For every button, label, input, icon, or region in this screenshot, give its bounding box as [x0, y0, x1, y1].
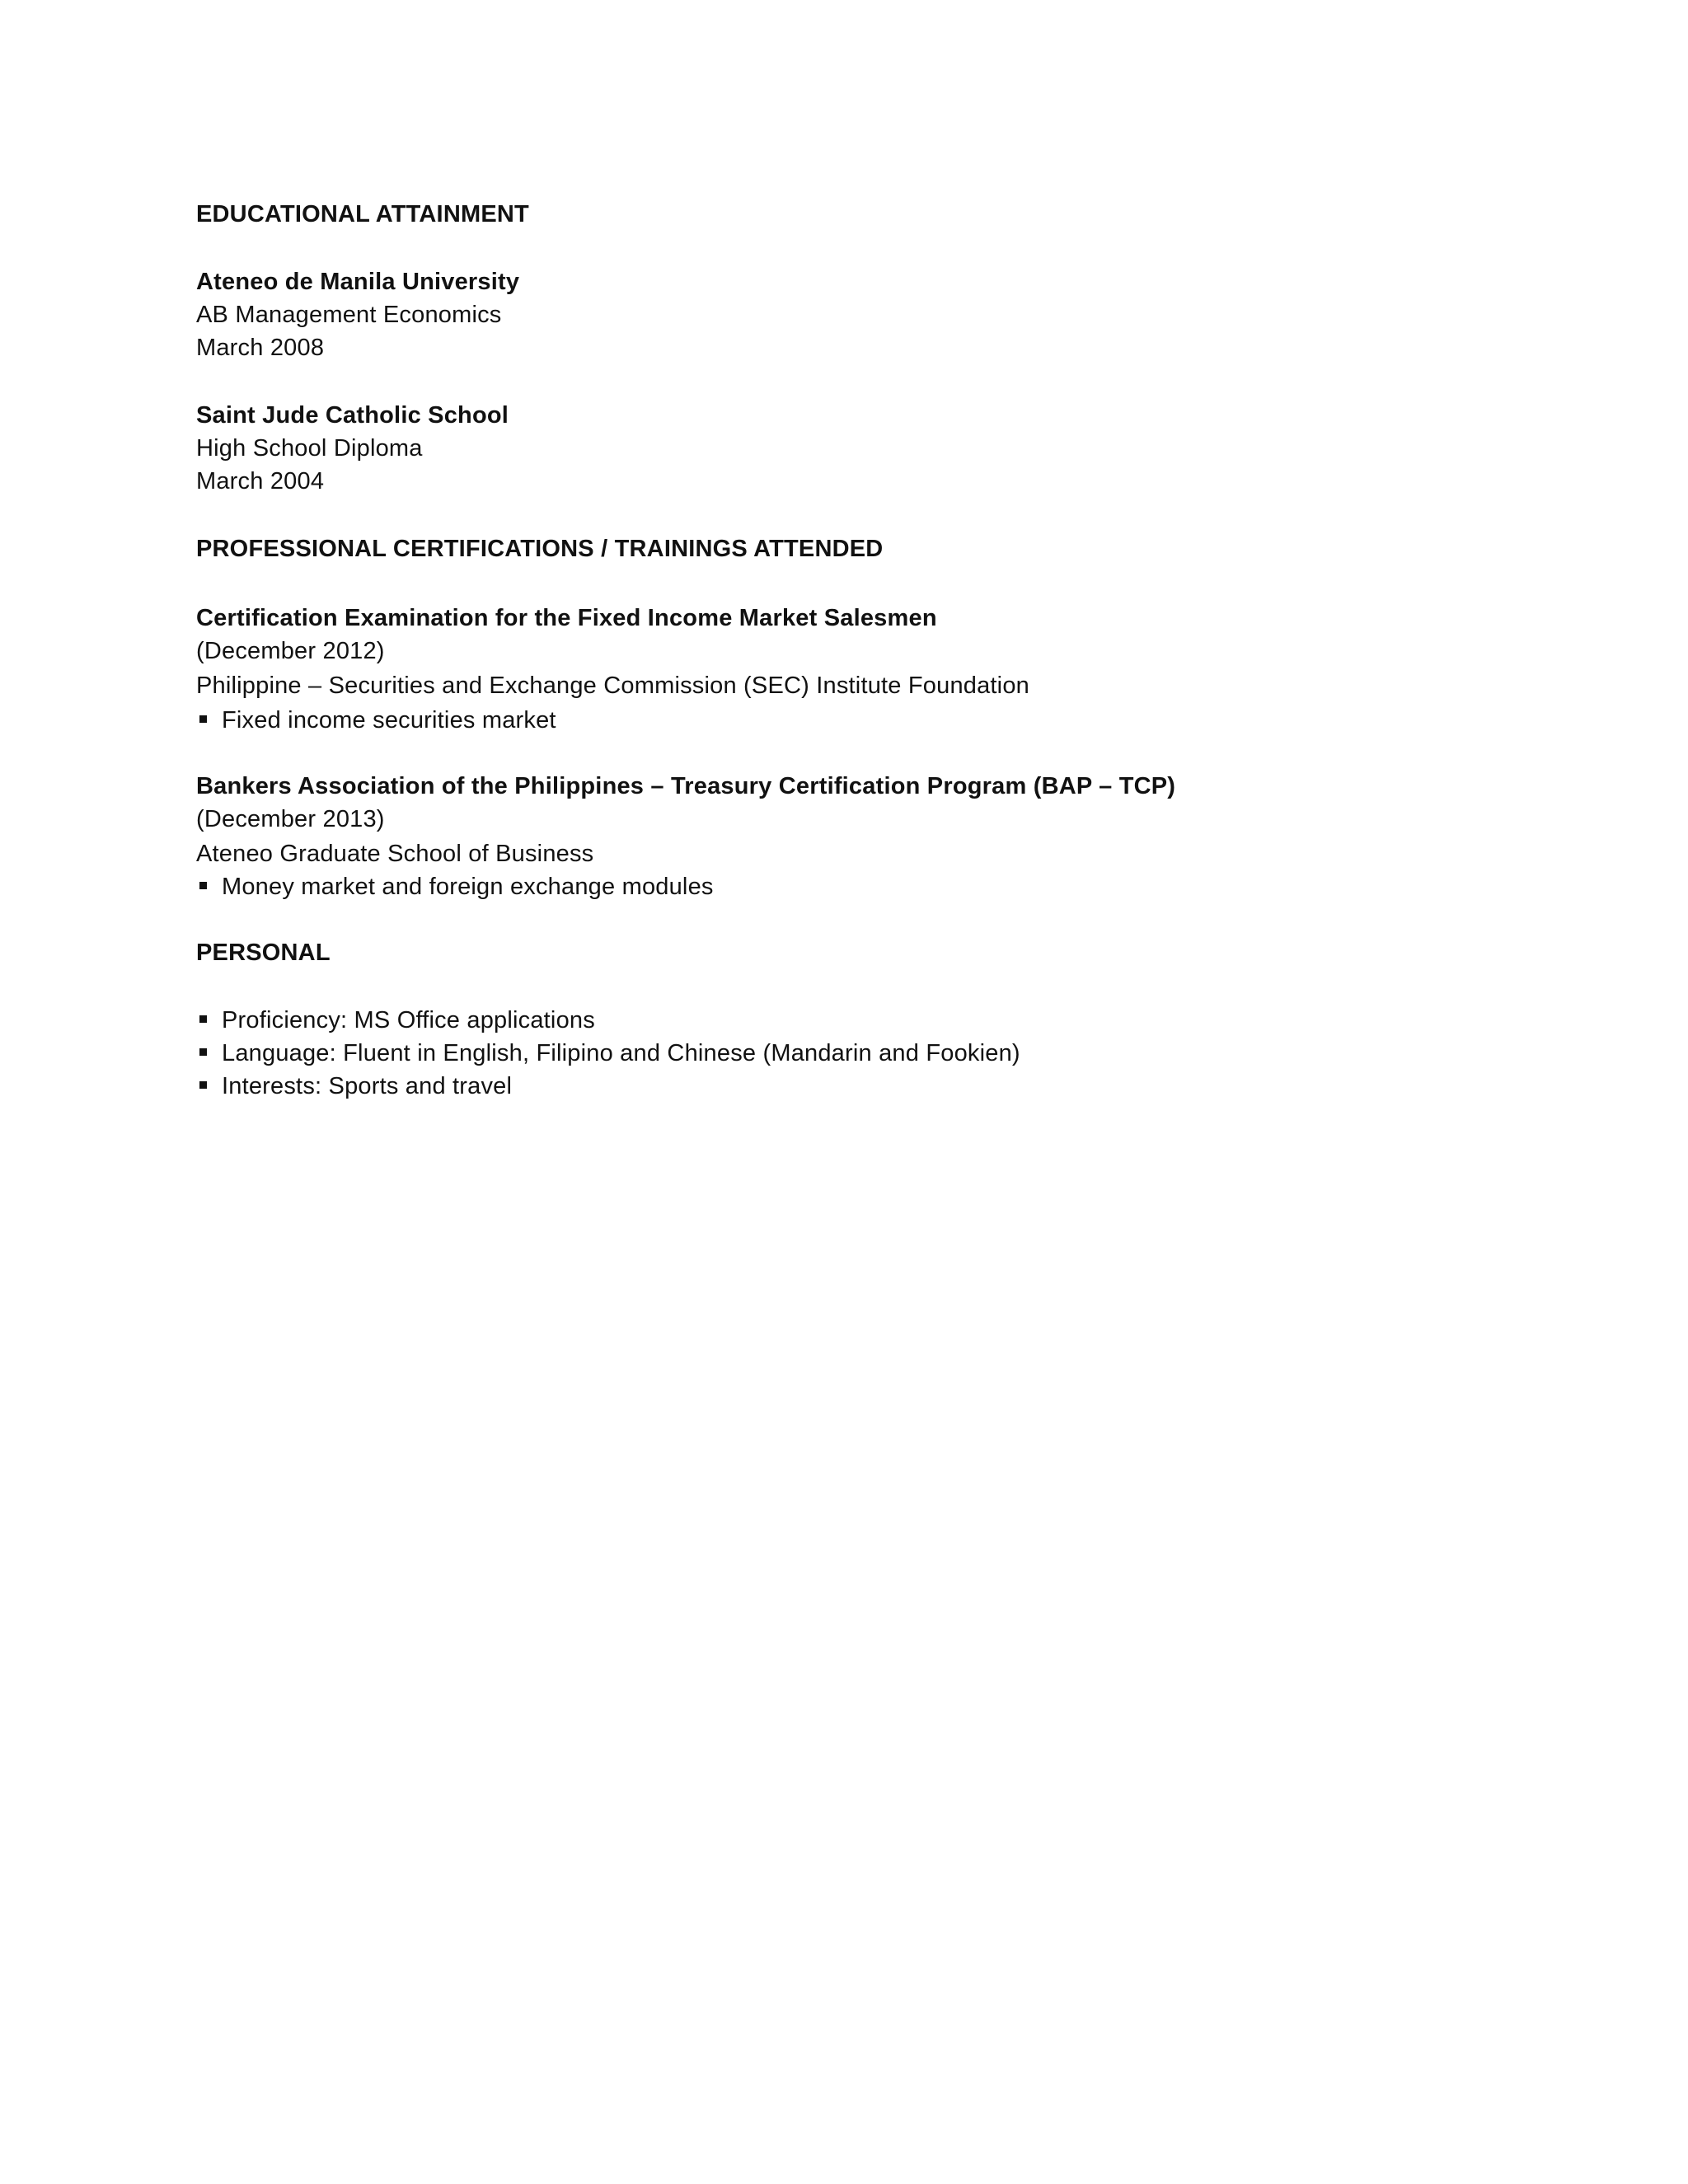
school-name: Ateneo de Manila University	[196, 269, 520, 295]
list-item	[196, 1038, 1020, 1068]
certification-institution: Philippine – Securities and Exchange Commission (SEC) Institute Foundation	[196, 673, 1029, 699]
list-item	[196, 705, 556, 735]
list-item-text: Language: Fluent in English, Filipino and Chinese (Mandarin and Fookien)	[222, 1040, 1020, 1066]
personal-heading: PERSONAL	[196, 940, 331, 966]
certifications-heading: PROFESSIONAL CERTIFICATIONS / TRAININGS ATTENDED	[196, 536, 884, 562]
degree: AB Management Economics	[196, 302, 502, 328]
bullet-icon	[199, 1015, 207, 1023]
list-item	[196, 872, 714, 902]
certification-title: Bankers Association of the Philippines – Treasury Certification Program (BAP – TCP)	[196, 773, 1176, 799]
bullet-icon	[199, 715, 207, 723]
list-item	[196, 1071, 512, 1101]
graduation-date: March 2008	[196, 335, 325, 361]
certification-institution: Ateneo Graduate School of Business	[196, 841, 594, 867]
certification-date: (December 2012)	[196, 638, 385, 664]
list-item-text: Fixed income securities market	[222, 707, 556, 733]
list-item	[196, 1005, 595, 1035]
education-heading: EDUCATIONAL ATTAINMENT	[196, 201, 529, 227]
school-name: Saint Jude Catholic School	[196, 402, 509, 429]
graduation-date: March 2004	[196, 468, 325, 494]
list-item-text: Money market and foreign exchange modules	[222, 874, 714, 900]
bullet-icon	[199, 882, 207, 889]
bullet-icon	[199, 1081, 207, 1089]
certification-date: (December 2013)	[196, 806, 385, 832]
degree: High School Diploma	[196, 435, 423, 462]
certification-title: Certification Examination for the Fixed Income Market Salesmen	[196, 605, 937, 631]
bullet-icon	[199, 1048, 207, 1056]
list-item-text: Interests: Sports and travel	[222, 1073, 513, 1099]
list-item-text: Proficiency: MS Office applications	[222, 1007, 595, 1033]
